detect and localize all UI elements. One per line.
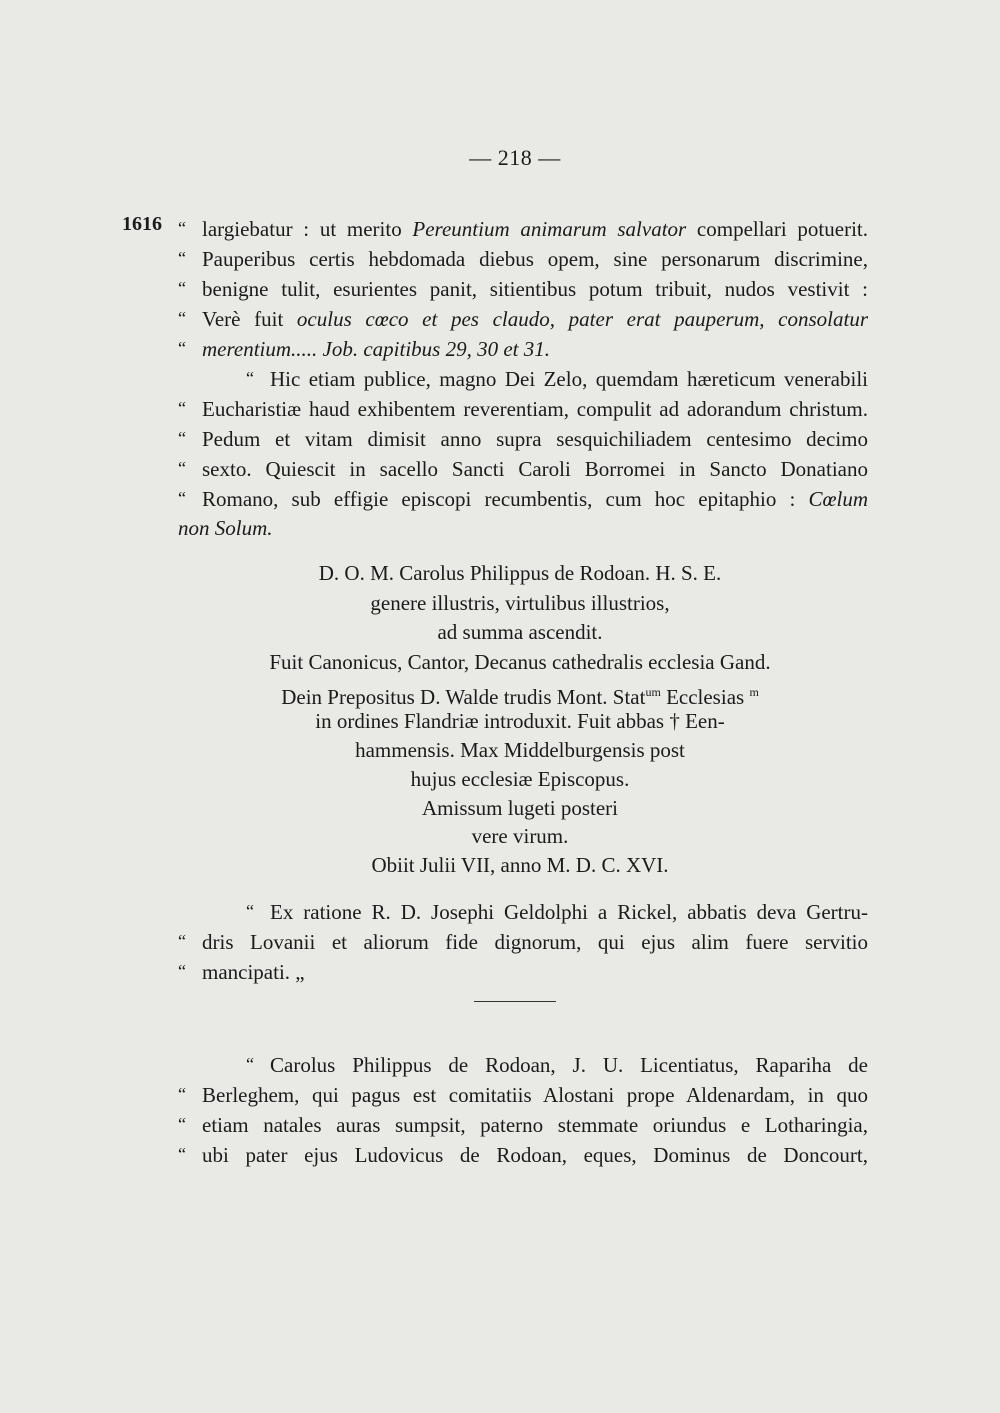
page-number: — 218 — xyxy=(469,145,561,170)
text-line: “ Verè fuit oculus cœco et pes claudo, pater erat pauperum, consolatur xyxy=(178,307,868,331)
epitaph-line: hammensis. Max Middelburgensis post xyxy=(355,738,685,762)
year-marginal: 1616 xyxy=(122,213,162,235)
text-line: “ Romano, sub effigie episcopi recumbentis, cum hoc epitaphio : Cœlum xyxy=(178,487,868,511)
text-line: “ Carolus Philippus de Rodoan, J. U. Licentiatus, Rapariha de xyxy=(246,1053,868,1077)
epitaph-line: hujus ecclesiæ Episcopus. xyxy=(410,767,630,791)
epitaph-line: genere illustris, virtulibus illustrios, xyxy=(370,591,670,615)
text-line: “ largiebatur : ut merito Pereuntium animarum salvator compellari potuerit. xyxy=(178,217,868,241)
epitaph-line: Obiit Julii VII, anno M. D. C. XVI. xyxy=(371,853,669,877)
text-line: “ Hic etiam publice, magno Dei Zelo, quemdam hæreticum venerabili xyxy=(246,367,868,391)
text-line: “ merentium..... Job. capitibus 29, 30 et 31. xyxy=(178,337,551,361)
text-line: “ sexto. Quiescit in sacello Sancti Caroli Borromei in Sancto Donatiano xyxy=(178,457,868,481)
epitaph-line: ad summa ascendit. xyxy=(437,620,603,644)
epitaph-line: vere virum. xyxy=(471,824,569,848)
section-divider xyxy=(474,1001,556,1002)
epitaph-line: Dein Prepositus D. Walde trudis Mont. Stat$^{um}$ Ecclesias $^m$ xyxy=(281,685,759,709)
epitaph-line: Amissum lugeti posteri xyxy=(422,796,618,820)
epitaph-line: in ordines Flandriæ introduxit. Fuit abbas † Een- xyxy=(315,709,725,733)
epitaph-line: Fuit Canonicus, Cantor, Decanus cathedralis ecclesia Gand. xyxy=(269,650,771,674)
text-line: “ etiam natales auras sumpsit, paterno stemmate oriundus e Lotharingia, xyxy=(178,1113,868,1137)
text-line: “ Berleghem, qui pagus est comitatiis Alostani prope Aldenardam, in quo xyxy=(178,1083,868,1107)
text-line: non Solum. xyxy=(178,516,273,540)
epitaph-line: D. O. M. Carolus Philippus de Rodoan. H. S. E. xyxy=(318,561,722,585)
text-line: “ benigne tulit, esurientes panit, sitientibus potum tribuit, nudos vestivit : xyxy=(178,277,868,301)
text-line: “ ubi pater ejus Ludovicus de Rodoan, eques, Dominus de Doncourt, xyxy=(178,1143,868,1167)
text-line: “ mancipati. „ xyxy=(178,960,305,984)
text-line: “ Eucharistiæ haud exhibentem reverentiam, compulit ad adorandum christum. xyxy=(178,397,868,421)
text-line: “ dris Lovanii et aliorum fide dignorum, qui ejus alim fuere servitio xyxy=(178,930,868,954)
text-line: “ Pauperibus certis hebdomada diebus opem, sine personarum discrimine, xyxy=(178,247,868,271)
text-line: “ Pedum et vitam dimisit anno supra sesquichiliadem centesimo decimo xyxy=(178,427,868,451)
text-line: “ Ex ratione R. D. Josephi Geldolphi a Rickel, abbatis deva Gertru- xyxy=(246,900,868,924)
